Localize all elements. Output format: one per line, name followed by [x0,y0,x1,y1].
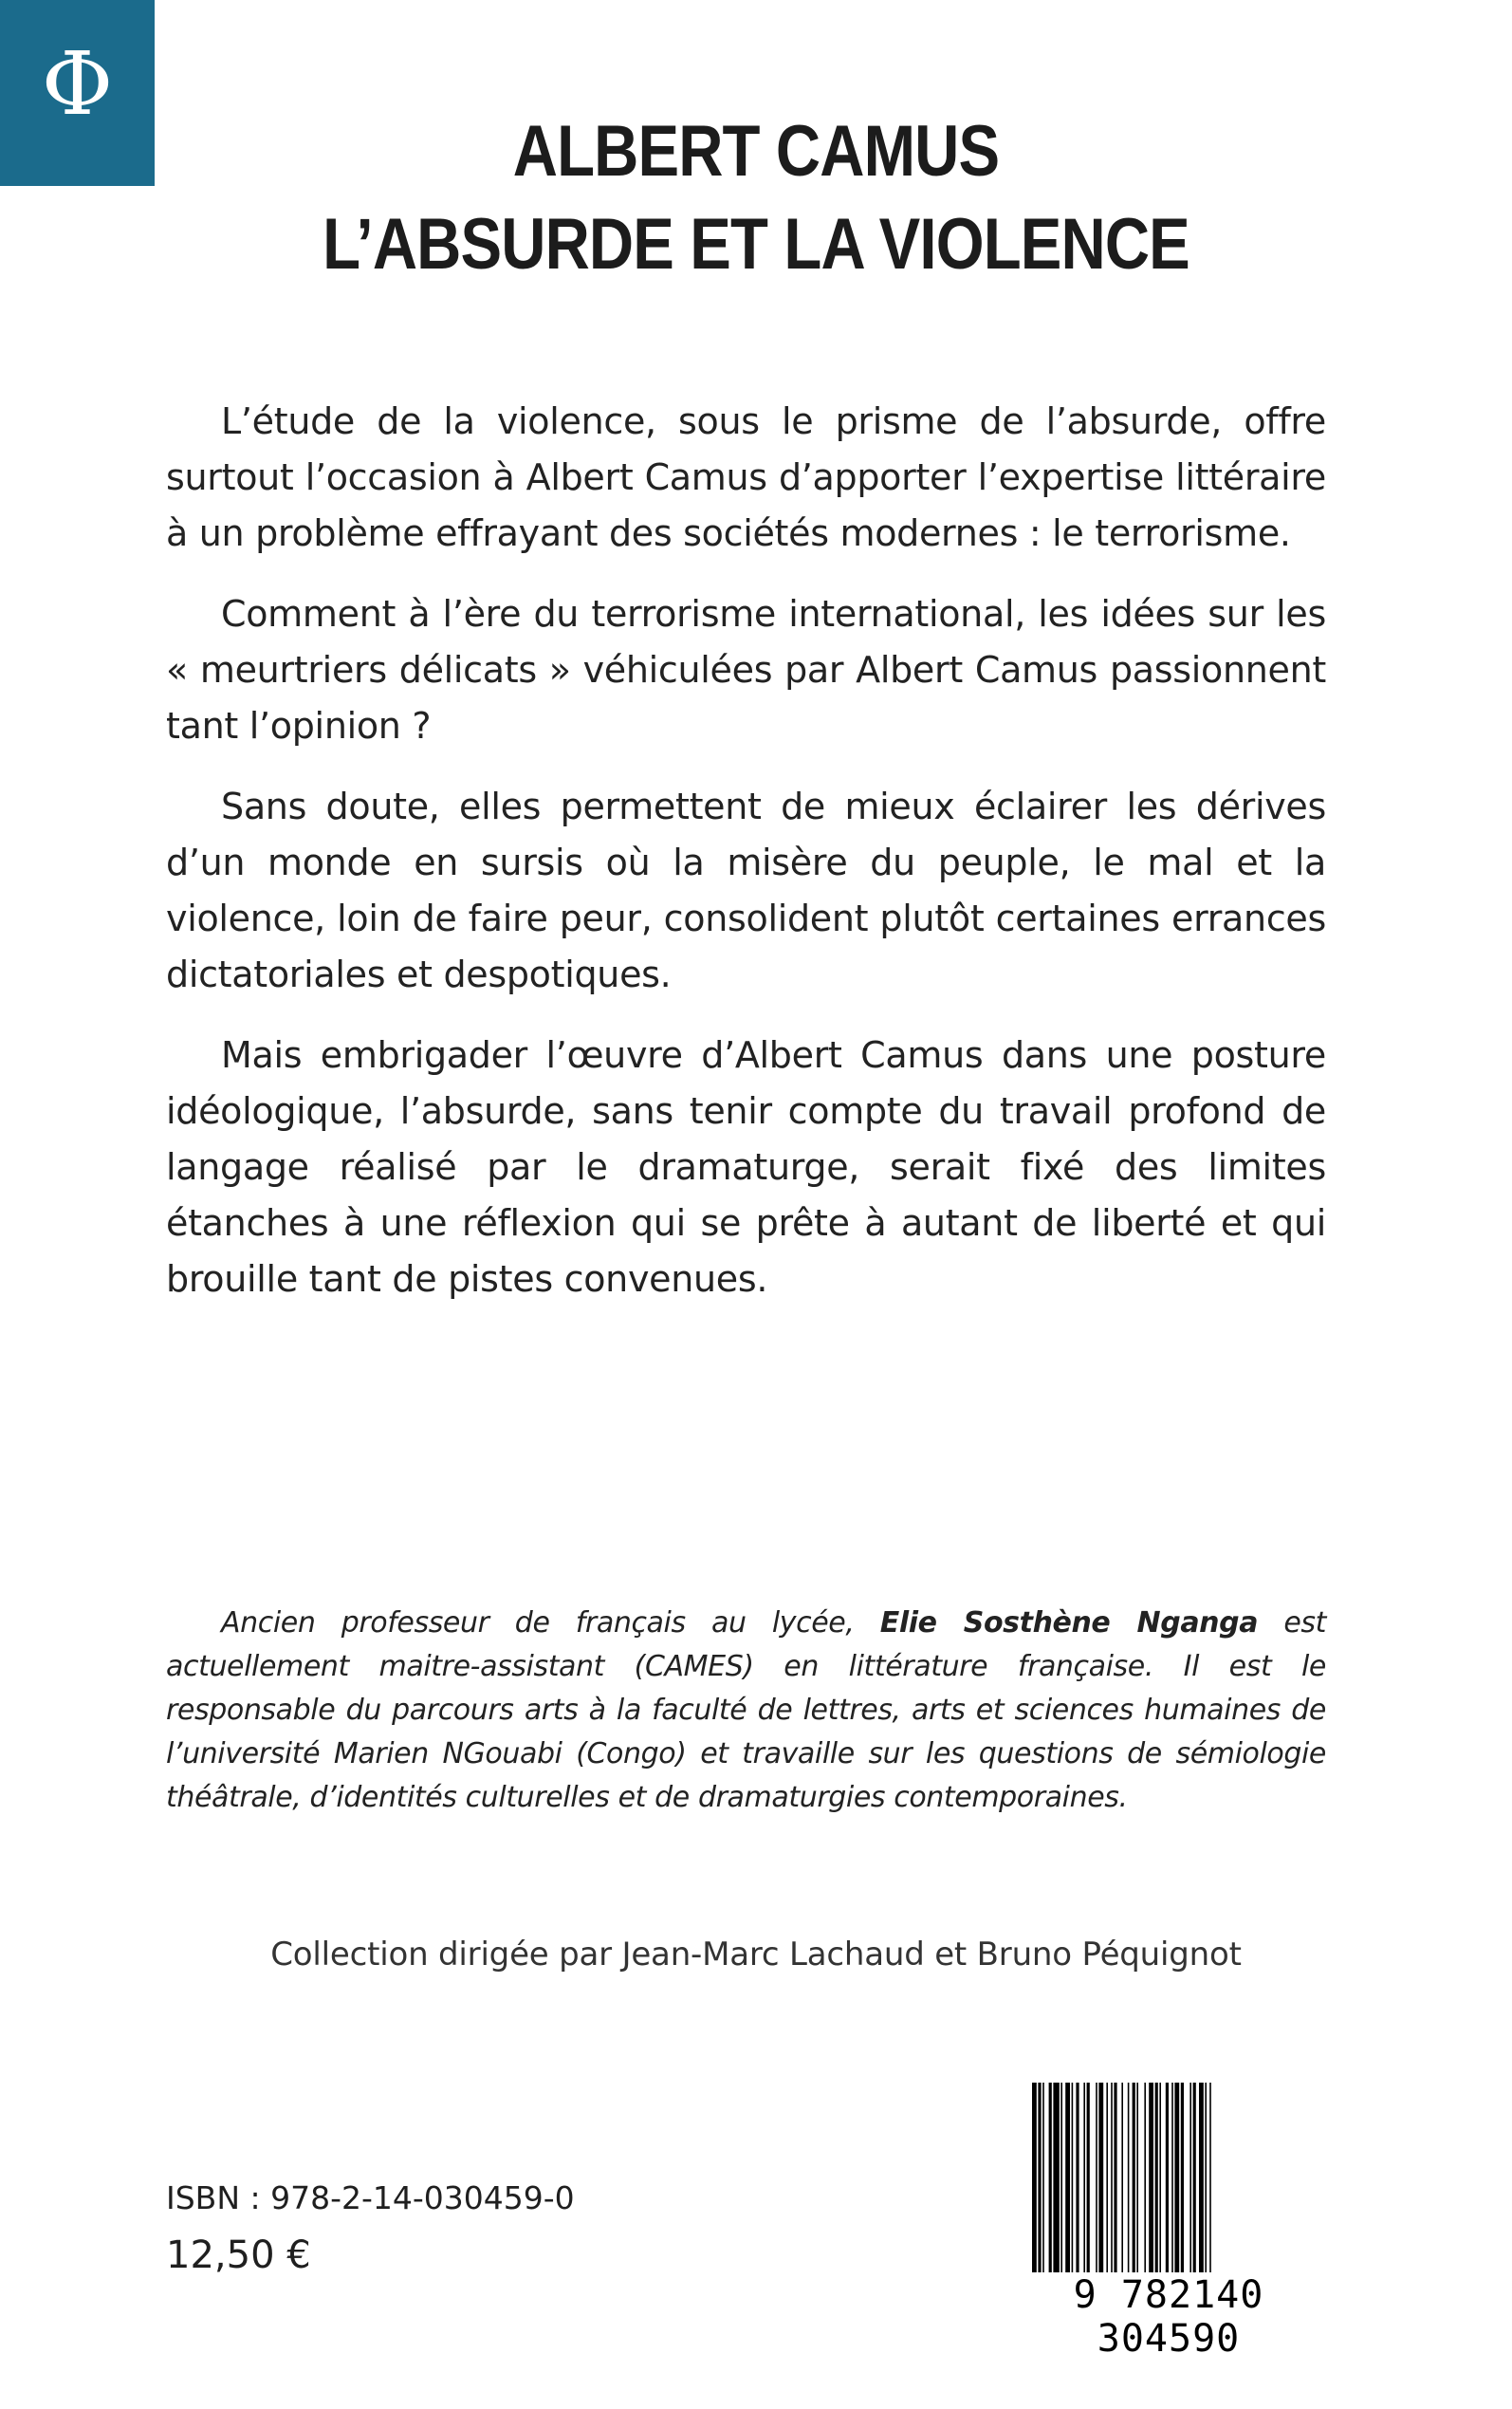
barcode-bar [1053,2083,1059,2272]
barcode-bar [1181,2083,1184,2272]
collection-credit: Collection dirigée par Jean-Marc Lachaud et Bruno Péquignot [270,1936,1242,1974]
barcode-bar [1098,2083,1103,2272]
barcode-bar [1042,2083,1044,2272]
barcode-bar [1114,2083,1116,2272]
barcode-bar [1083,2083,1085,2272]
barcode-bar [1111,2083,1113,2272]
barcode-bar [1149,2083,1153,2272]
summary-paragraph-2: Comment à l’ère du terrorisme international, les idées sur les « meurtriers délicats » véhiculées par Albert Camus passionnent tant l’opinion ? [166,593,1326,747]
book-title-line-1: ALBERT CAMUS [512,111,1000,192]
barcode-bar [1209,2083,1211,2272]
summary-paragraph-3: Sans doute, elles permettent de mieux éclairer les dérives d’un monde en sursis où la misère du peuple, le mal et la violence, loin de faire peur, consolident plutôt certaines errances dictatoriales et despotiques. [166,786,1326,995]
barcode-bar [1133,2083,1135,2272]
book-summary [166,394,1326,1332]
barcode-bar [1205,2083,1207,2272]
barcode-bar [1199,2083,1204,2272]
barcode-digits: 9 782140 304590 [1021,2273,1317,2361]
barcode-bar [1049,2083,1052,2272]
barcode-bar [1144,2083,1146,2272]
phi-logo-icon: Φ [41,33,114,135]
barcode-bar [1193,2083,1196,2272]
barcode-bar [1171,2083,1173,2272]
author-name: Elie Sosthène Nganga [879,1606,1259,1640]
barcode-bar [1166,2083,1169,2272]
author-bio [166,1602,1326,1820]
isbn: ISBN : 978-2-14-030459-0 [166,2179,575,2216]
barcode-bar [1096,2083,1097,2272]
author-bio-intro: Ancien professeur de français au lycée, [221,1606,880,1640]
barcode-bar [1087,2083,1090,2272]
book-title-line-2: L’ABSURDE ET LA VIOLENCE [323,204,1189,285]
barcode-bar [1159,2083,1161,2272]
barcode-bar [1038,2083,1041,2272]
barcode-bar [1072,2083,1074,2272]
summary-paragraph-4: Mais embrigader l’œuvre d’Albert Camus dans une posture idéologique, l’absurde, sans tenir compte du travail profond de langage réalisé par le dramaturge, serait fixé des limites étanches à une réflexion qui se prête à autant de liberté et qui brouille tant de pistes convenues. [166,1034,1326,1300]
summary-paragraph-1: L’étude de la violence, sous le prisme de l’absurde, offre surtout l’occasion à Albert Camus d’apporter l’expertise littéraire à un problème effrayant des sociétés modernes : le terrorisme. [166,400,1326,554]
barcode-bar [1032,2083,1037,2272]
barcode-bar [1136,2083,1138,2272]
barcode-bar [1128,2083,1130,2272]
barcode-bar [1076,2083,1079,2272]
price: 12,50 € [166,2233,311,2277]
barcode-bar [1155,2083,1158,2272]
barcode-bar [1121,2083,1123,2272]
barcode-bar [1189,2083,1191,2272]
barcode-bar [1060,2083,1062,2272]
author-bio-rest: est actuellement maitre-assistant (CAMES) en littérature française. Il est le responsable du parcours arts à la faculté de lettres, arts et sciences humaines de l’université Marien NGouabi (Congo) et travaille sur les questions de sémiologie théâtrale, d’identités culturelles et de dramaturgies contemporaines. [166,1606,1326,1814]
barcode-bar [1106,2083,1108,2272]
barcode-bars [1026,2083,1311,2272]
barcode-bar [1174,2083,1179,2272]
barcode-bar [1065,2083,1070,2272]
